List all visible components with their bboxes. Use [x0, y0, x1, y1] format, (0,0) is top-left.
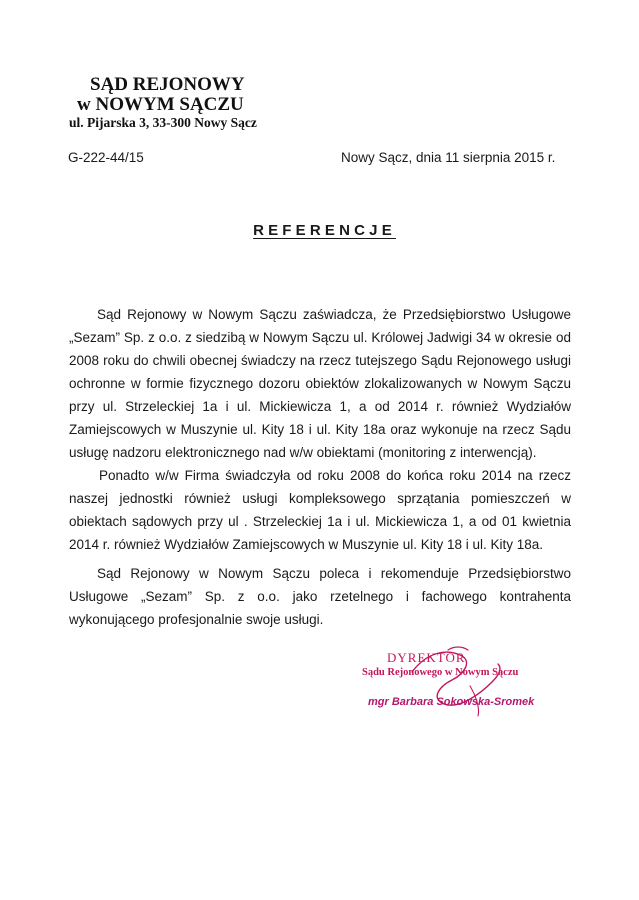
reference-number: G-222-44/15	[68, 150, 144, 165]
paragraph-2: Ponadto w/w Firma świadczyła od roku 2008 do końca roku 2014 na rzecz naszej jednostki również usługi kompleksowego sprzątania pomieszczeń w obiektach sądowych przy ul . Strzeleckiej 1a i ul. Mickiewicza 1, a od 01 kwietnia 2014 r. również Wydziałów Zamiejscowych w Muszynie ul. Kity 18 i ul. Kity 18a.	[69, 468, 571, 552]
court-address: ul. Pijarska 3, 33-300 Nowy Sącz	[69, 115, 257, 130]
document-body	[69, 303, 571, 631]
stamp-name: mgr Barbara Sokowska-Sromek	[368, 696, 535, 708]
paragraph-1: Sąd Rejonowy w Nowym Sączu zaświadcza, że Przedsiębiorstwo Usługowe „Sezam” Sp. z o.o. z siedzibą w Nowym Sączu ul. Królowej Jadwigi 34 w okresie od 2008 roku do chwili obecnej świadczy na rzecz tutejszego Sądu Rejonowego usługi ochronne w formie fizycznego dozoru obiektów zlokalizowanych w Nowym Sączu przy ul. Strzeleckiej 1a i ul. Mickiewicza 1, a od 2014 r. również Wydziałów Zamiejscowych w Muszynie ul. Kity 18 i ul. Kity 18a oraz wykonuje na rzecz Sądu usługę nadzoru elektronicznego nad w/w obiektami (monitoring z interwencją).	[69, 307, 571, 460]
place-date: Nowy Sącz, dnia 11 sierpnia 2015 r.	[341, 150, 556, 165]
court-city: w NOWYM SĄCZU	[77, 94, 244, 115]
handwritten-signature	[352, 642, 535, 722]
document-title: REFERENCJE	[253, 222, 396, 239]
director-stamp	[352, 650, 535, 730]
stamp-title: DYREKTOR	[387, 650, 466, 665]
court-name: SĄD REJONOWY	[90, 74, 245, 95]
paragraph-3: Sąd Rejonowy w Nowym Sączu poleca i rekomenduje Przedsiębiorstwo Usługowe „Sezam” Sp. z o.o. jako rzetelnego i fachowego kontrahenta wykonującego profesjonalnie swoje usługi.	[69, 566, 571, 627]
stamp-subtitle: Sądu Rejonowego w Nowym Sączu	[362, 667, 519, 678]
